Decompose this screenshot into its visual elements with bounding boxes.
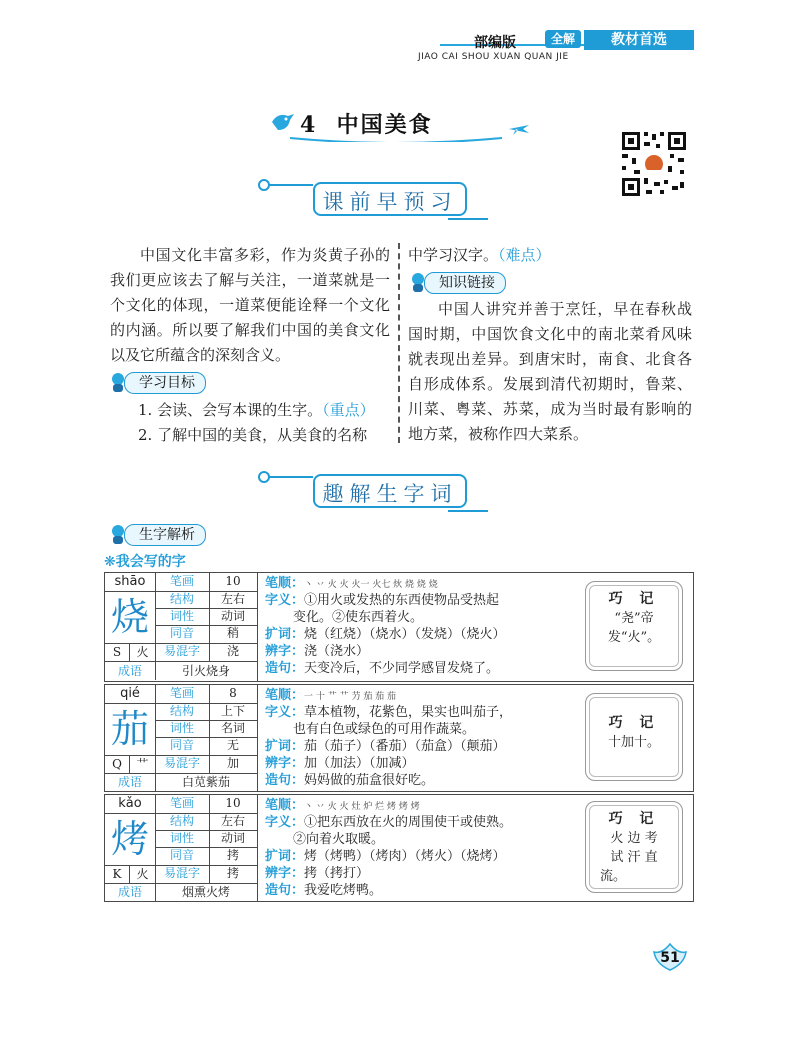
memo-title: 巧 记 [608, 811, 660, 827]
value-structure: 左右 [209, 813, 257, 831]
memory-tip [585, 801, 683, 893]
qr-code[interactable] [620, 130, 688, 198]
chars-label: 生字解析 [124, 524, 206, 546]
value-pos: 名词 [209, 720, 257, 738]
char-glyph: 烤 [105, 813, 156, 866]
memo-title: 巧 记 [608, 715, 660, 731]
value-order: 丶 丷 火 火 灶 炉 烂 烤 烤 烤 [304, 802, 420, 812]
char-glyph: 茄 [105, 703, 156, 756]
sentence [265, 772, 434, 789]
goal-item-2-continued [408, 243, 688, 268]
char-pinyin: qié [105, 685, 156, 704]
value-pos: 动词 [209, 830, 257, 848]
column-divider [398, 243, 400, 443]
chars-tag [106, 524, 236, 546]
memo-line-1: 十加十。 [607, 735, 660, 750]
knowledge-tag [406, 272, 536, 294]
value-structure: 左右 [209, 591, 257, 609]
value-structure: 上下 [209, 703, 257, 721]
intro-paragraph: 中国文化丰富多彩，作为炎黄子孙的我们更应该去了解与关注，一道菜就是一个文化的体现，一道菜便能诠释一个文化的内涵。所以要了解我们中国的美食文化以及它所蕴含的深刻含义。 [110, 246, 390, 364]
char-radical: 火 [130, 865, 156, 884]
lesson-name: 中国美食 [336, 112, 433, 138]
label-pos: 词性 [155, 608, 210, 626]
value-confusable: 拷 [209, 865, 257, 884]
expand [265, 848, 506, 865]
value-pos: 动词 [209, 608, 257, 626]
char-radical: 艹 [130, 755, 156, 774]
memo-line-3: 流。 [600, 869, 627, 884]
label-distinguish: 辨字： [265, 644, 305, 659]
value-expand: 烧（红烧）（烧水）（发烧）（烧火） [304, 627, 506, 642]
label-expand: 扩词： [265, 627, 305, 642]
char-radical: 火 [130, 643, 156, 662]
char-info-grid [105, 795, 258, 901]
plane-icon [508, 122, 530, 136]
header-edition: 部编版 [474, 35, 516, 51]
value-idiom: 引火烧身 [181, 664, 230, 678]
label-sentence: 造句： [265, 773, 305, 788]
memo-line-2: 试 汗 直 [610, 850, 658, 865]
label-idiom: 成语 [105, 662, 156, 680]
label-sentence: 造句： [265, 661, 305, 676]
label-confusable: 易混字 [155, 865, 210, 884]
label-pos: 词性 [155, 830, 210, 848]
memory-tip [585, 693, 683, 781]
memo-line-1: “尧”帝 [614, 611, 654, 626]
section-vocab-title: 趣解生字词 [322, 482, 458, 506]
goal-item-2-tag: （难点） [498, 246, 551, 264]
label-confusable: 易混字 [155, 755, 210, 774]
label-idiom: 成语 [105, 883, 156, 901]
value-strokes: 10 [209, 795, 257, 814]
value-distinguish: 浇（浇水） [304, 644, 370, 659]
label-meaning: 字义： [265, 815, 305, 830]
knowledge-label: 知识链接 [424, 272, 506, 294]
char-card-qie [104, 684, 694, 792]
label-distinguish: 辨字： [265, 756, 305, 771]
label-idiom: 成语 [105, 773, 156, 791]
value-homophone: 稍 [209, 625, 257, 644]
label-structure: 结构 [155, 591, 210, 609]
label-structure: 结构 [155, 703, 210, 721]
lesson-title [300, 108, 433, 139]
char-initial: Q [105, 755, 130, 774]
label-homophone: 同音 [155, 625, 210, 644]
distinguish [265, 643, 369, 660]
char-card-kao [104, 794, 694, 902]
label-order: 笔顺： [265, 688, 305, 703]
section-preview-heading [258, 178, 498, 222]
value-sentence: 我爱吃烤鸭。 [304, 883, 383, 898]
goal-item-2 [138, 423, 398, 448]
goals-tag [106, 372, 236, 394]
page-number: 51 [660, 950, 680, 966]
label-confusable: 易混字 [155, 643, 210, 662]
expand [265, 738, 506, 755]
char-card-shao [104, 572, 694, 682]
value-distinguish: 加（加法）（加减） [304, 756, 415, 771]
value-confusable: 浇 [209, 643, 257, 662]
label-expand: 扩词： [265, 739, 305, 754]
label-strokes: 笔画 [155, 795, 210, 814]
bird-icon [268, 108, 296, 136]
page-number-badge [650, 942, 690, 972]
value-meaning-1: ①把东西放在火的周围使干或使熟。 [304, 815, 513, 830]
value-idiom: 烟熏火烤 [181, 885, 230, 899]
write-chars-subhead: ❋我会写的字 [104, 554, 186, 570]
goals-label: 学习目标 [124, 372, 206, 394]
section-vocab-heading [258, 470, 498, 514]
char-pinyin: shāo [105, 573, 156, 592]
label-strokes: 笔画 [155, 685, 210, 704]
char-info-grid [105, 573, 258, 681]
value-order: 丶 丷 火 火 火一 火七 炏 烧 烧 烧 [304, 580, 438, 590]
distinguish [265, 865, 369, 882]
value-sentence: 天变冷后，不少同学感冒发烧了。 [304, 661, 500, 676]
label-structure: 结构 [155, 813, 210, 831]
expand [265, 626, 506, 643]
goal-item-1 [138, 398, 398, 423]
label-sentence: 造句： [265, 883, 305, 898]
memo-line-2: 发“火”。 [607, 630, 661, 645]
label-order: 笔顺： [265, 576, 305, 591]
char-initial: K [105, 865, 130, 884]
header-series: 教材首选 [584, 30, 694, 50]
meaning [265, 592, 499, 609]
memo-title: 巧 记 [608, 591, 660, 607]
label-pos: 词性 [155, 720, 210, 738]
distinguish [265, 755, 415, 772]
label-strokes: 笔画 [155, 573, 210, 592]
value-expand: 茄（茄子）（番茄）（茄盒）（颠茄） [304, 739, 506, 754]
value-distinguish: 拷（拷打） [304, 866, 370, 881]
char-glyph: 烧 [105, 591, 156, 644]
label-homophone: 同音 [155, 847, 210, 866]
memory-tip [585, 581, 683, 671]
meaning [265, 704, 512, 721]
meaning [265, 814, 512, 831]
section-preview-title: 课前早预习 [322, 190, 458, 214]
goal-item-2-cont-text: 中学习汉字。 [408, 246, 499, 264]
goal-item-2-text: 2. 了解中国的美食，从美食的名称 [138, 426, 368, 444]
char-info-grid [105, 685, 258, 791]
memo-line-1: 火 边 考 [610, 831, 658, 846]
knowledge-paragraph: 中国人讲究并善于烹饪，早在春秋战国时期，中国饮食文化中的南北菜肴风味就表现出差异。到唐宋时，南食、北食各自形成体系。发展到清代初期时，鲁菜、川菜、粤菜、苏菜，成为当时最有影响的地方菜，被称作四大菜系。 [408, 300, 692, 443]
header-logo: 全解 [545, 30, 581, 48]
label-meaning: 字义： [265, 705, 305, 720]
value-idiom: 白苋紫茄 [181, 775, 230, 789]
value-meaning-1: ①用火或发热的东西使物品受热起 [304, 593, 500, 608]
label-order: 笔顺： [265, 798, 305, 813]
goal-item-1-tag: （重点） [322, 401, 375, 419]
value-strokes: 10 [209, 573, 257, 592]
char-pinyin: kǎo [105, 795, 156, 814]
lesson-number: 4 [300, 112, 318, 138]
value-sentence: 妈妈做的茄盒很好吃。 [304, 773, 435, 788]
value-expand: 烤（烤鸭）（烤肉）（烤火）（烧烤） [304, 849, 506, 864]
label-expand: 扩词： [265, 849, 305, 864]
value-strokes: 8 [209, 685, 257, 704]
value-meaning-2: 变化。②使东西着火。 [293, 610, 424, 625]
value-confusable: 加 [209, 755, 257, 774]
char-initial: S [105, 643, 130, 662]
value-meaning-2: 也有白色或绿色的可用作蔬菜。 [293, 722, 476, 737]
value-meaning-1: 草本植物，花紫色，果实也叫茄子， [304, 705, 513, 720]
goal-item-1-text: 1. 会读、会写本课的生字。 [138, 401, 323, 419]
value-order: 一 十 艹 艹 芀 茄 茄 茄 [304, 692, 397, 702]
label-homophone: 同音 [155, 737, 210, 756]
header-pinyin: JIAO CAI SHOU XUAN QUAN JIE [418, 52, 569, 62]
value-homophone: 无 [209, 737, 257, 756]
value-meaning-2: ②向着火取暖。 [293, 832, 385, 847]
label-meaning: 字义： [265, 593, 305, 608]
value-homophone: 拷 [209, 847, 257, 866]
sentence [265, 660, 499, 677]
sentence [265, 882, 382, 899]
label-distinguish: 辨字： [265, 866, 305, 881]
